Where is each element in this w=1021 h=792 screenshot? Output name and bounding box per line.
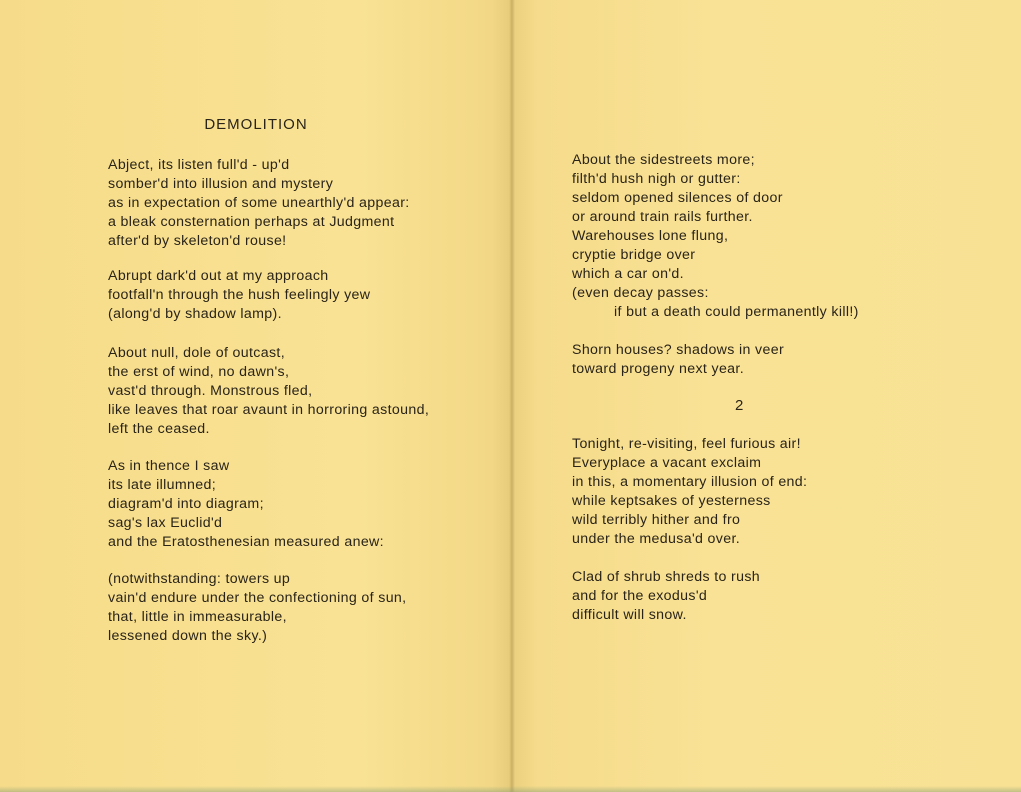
book-gutter <box>509 0 515 792</box>
poem-line: Tonight, re-visiting, feel furious air! <box>572 436 801 452</box>
poem-line: as in expectation of some unearthly'd appear: <box>108 195 410 211</box>
poem-line: somber'd into illusion and mystery <box>108 176 334 192</box>
poem-line: that, little in immeasurable, <box>108 609 287 625</box>
left-stanza-1 <box>108 156 410 251</box>
poem-line: As in thence I saw <box>108 458 230 474</box>
right-stanza-2 <box>572 341 784 379</box>
left-stanza-2 <box>108 267 370 324</box>
poem-line: its late illumned; <box>108 477 217 493</box>
poem-line: Shorn houses? shadows in veer <box>572 342 785 358</box>
poem-line: seldom opened silences of door <box>572 190 783 206</box>
poem-line: diagram'd into diagram; <box>108 496 264 512</box>
poem-line: (notwithstanding: towers up <box>108 571 291 587</box>
poem-line: vain'd endure under the confectioning of sun, <box>108 590 407 606</box>
poem-line: vast'd through. Monstrous fled, <box>108 383 313 399</box>
poem-line: lessened down the sky.) <box>108 628 268 644</box>
right-stanza-3 <box>572 435 807 549</box>
poem-line: or around train rails further. <box>572 209 753 225</box>
poem-line: wild terribly hither and fro <box>572 512 741 528</box>
poem-line-indented: if but a death could permanently kill!) <box>614 304 859 320</box>
poem-line: while keptsakes of yesterness <box>572 493 771 509</box>
poem-line: difficult will snow. <box>572 607 687 623</box>
poem-line: and for the exodus'd <box>572 588 708 604</box>
poem-line: filth'd hush nigh or gutter: <box>572 171 741 187</box>
poem-line: left the ceased. <box>108 421 210 437</box>
poem-line: after'd by skeleton'd rouse! <box>108 233 287 249</box>
poem-line: the erst of wind, no dawn's, <box>108 364 290 380</box>
poem-line: About the sidestreets more; <box>572 152 755 168</box>
poem-line: sag's lax Euclid'd <box>108 515 223 531</box>
page-bottom-edge <box>0 786 1021 792</box>
poem-line: (along'd by shadow lamp). <box>108 306 282 322</box>
right-stanza-4 <box>572 568 760 625</box>
poem-line: footfall'n through the hush feelingly yew <box>108 287 371 303</box>
right-stanza-1 <box>572 151 859 322</box>
left-stanza-5 <box>108 570 406 646</box>
poem-line: Warehouses lone flung, <box>572 228 729 244</box>
poem-line: under the medusa'd over. <box>572 531 741 547</box>
poem-line: like leaves that roar avaunt in horroring astound, <box>108 402 430 418</box>
right-page <box>512 0 1021 792</box>
poem-line: About null, dole of outcast, <box>108 345 286 361</box>
poem-line: Abject, its listen full'd - up'd <box>108 157 290 173</box>
poem-line: cryptie bridge over <box>572 247 696 263</box>
poem-line: a bleak consternation perhaps at Judgment <box>108 214 395 230</box>
poem-title: DEMOLITION <box>204 116 308 133</box>
poem-line: Clad of shrub shreds to rush <box>572 569 761 585</box>
poem-line: Everyplace a vacant exclaim <box>572 455 762 471</box>
poem-line: (even decay passes: <box>572 285 709 301</box>
poem-line: which a car on'd. <box>572 266 684 282</box>
section-number: 2 <box>735 397 744 414</box>
poem-line: in this, a momentary illusion of end: <box>572 474 808 490</box>
poem-line: Abrupt dark'd out at my approach <box>108 268 329 284</box>
left-stanza-3 <box>108 344 429 439</box>
poem-line: toward progeny next year. <box>572 361 745 377</box>
left-stanza-4 <box>108 457 384 552</box>
poem-line: and the Eratosthenesian measured anew: <box>108 534 384 550</box>
